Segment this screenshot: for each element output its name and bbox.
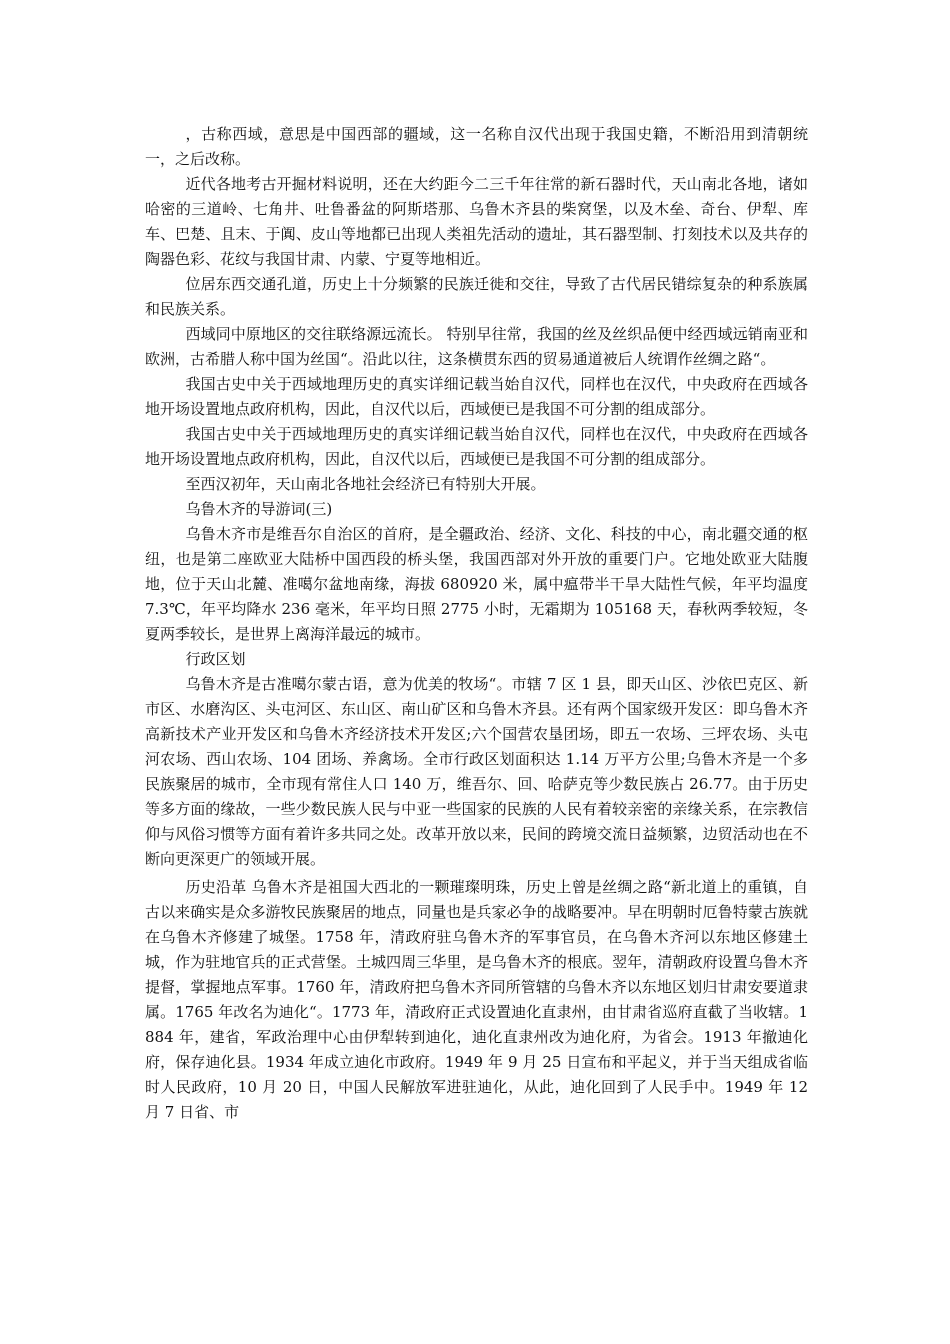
section-heading-guide-3: 乌鲁木齐的导游词(三): [185, 500, 333, 518]
paragraph-silk-road: 西域同中原地区的交往联络源远流长。 特别早往常，我国的丝及丝织品便中经西域远销南亚和欧洲，古希腊人称中国为丝国“。沿此以往，这条横贯东西的贸易通道被后人统谓作丝绸之路“。: [145, 325, 808, 368]
paragraph-archaeology: 近代各地考古开掘材料说明，还在大约距今二三千年往常的新石器时代，天山南北各地，诸如哈密的三道岭、七角井、吐鲁番盆的阿斯塔那、乌鲁木齐县的柴窝堡，以及木垒、奇台、伊犁、库车、巴楚、且末、于阗、皮山等地都已出现人类祖先活动的遗址，其石器型制、打刻技术以及共存的陶器色彩、花纹与我国甘肃、内蒙、宁夏等地相近。: [145, 175, 808, 268]
paragraph-xiyu-name: ，古称西域，意思是中国西部的疆域，这一名称自汉代出现于我国史籍，不断沿用到清朝统一，之后改称。: [145, 125, 808, 168]
paragraph-urumqi-overview: 乌鲁木齐市是维吾尔自治区的首府，是全疆政治、经济、文化、科技的中心，南北疆交通的枢纽，也是第二座欧亚大陆桥中国西段的桥头堡，我国西部对外开放的重要门户。它地处欧亚大陆腹地，位于天山北麓、准噶尔盆地南缘，海拔 680920 米，属中瘟带半干旱大陆性气候，年平均温度 7.3℃，年平均降水 236 毫米，年平均日照 2775 小时，无霜期为 105168 天，春秋两季较短，冬夏两季较长，是世界上离海洋最远的城市。: [145, 525, 808, 643]
paragraph-han-records-2: 我国古史中关于西域地理历史的真实详细记载当始自汉代，同样也在汉代，中央政府在西域各地开场设置地点政府机构，因此，自汉代以后，西域便已是我国不可分割的组成部分。: [145, 425, 808, 468]
document-page: [145, 122, 808, 1125]
paragraph-history: 历史沿革 乌鲁木齐是祖国大西北的一颗璀璨明珠，历史上曾是丝绸之路“新北道上的重镇，自古以来确实是众多游牧民族聚居的地点，同量也是兵家必争的战略要冲。早在明朝时厄鲁特蒙古族就在乌鲁木齐修建了城堡。1758 年，清政府驻乌鲁木齐的军事官员，在乌鲁木齐河以东地区修建土城，作为驻地官兵的正式营堡。土城四周三华里，是乌鲁木齐的根底。翌年，清朝政府设置乌鲁木齐提督，掌握地点军事。1760 年，清政府把乌鲁木齐同所管辖的乌鲁木齐以东地区划归甘肃安要道隶属。1765 年改名为迪化“。1773 年，清政府正式设置迪化直隶州，由甘肃省巡府直截了当收辖。1884 年，建省，军政治理中心由伊犁转到迪化，迪化直隶州改为迪化府，为省会。1913 年撤迪化府，保存迪化县。1934 年成立迪化市政府。1949 年 9 月 25 日宣布和平起义，并于当天组成省临时人民政府，10 月 20 日，中国人民解放军进驻迪化，从此，迪化回到了人民手中。1949 年 12 月 7 日省、市: [145, 878, 808, 1121]
paragraph-ethnic-relations: 位居东西交通孔道，历史上十分频繁的民族迁徙和交往，导致了古代居民错综复杂的种系族属和民族关系。: [145, 275, 808, 318]
paragraph-western-han: 至西汉初年，天山南北各地社会经济已有特别大开展。: [185, 475, 546, 493]
paragraph-admin-division: 乌鲁木齐是古准噶尔蒙古语，意为优美的牧场“。市辖 7 区 1 县，即天山区、沙依巴克区、新市区、水磨沟区、头屯河区、东山区、南山矿区和乌鲁木齐县。还有两个国家级开发区：即乌鲁木齐高新技术产业开发区和乌鲁木齐经济技术开发区;六个国营农垦团场，即五一农场、三坪农场、头屯河农场、西山农场、104 团场、养禽场。全市行政区划面积达 1.14 万平方公里;乌鲁木齐是一个多民族聚居的城市，全市现有常住人口 140 万，维吾尔、回、哈萨克等少数民族占 26.77。由于历史等多方面的缘故，一些少数民族人民与中亚一些国家的民族的人民有着较亲密的亲缘关系，在宗教信仰与风俗习惯等方面有着许多共同之处。改革开放以来，民间的跨境交流日益频繁，边贸活动也在不断向更深更广的领域开展。: [145, 675, 808, 868]
section-heading-admin-division: 行政区划: [185, 650, 246, 668]
paragraph-han-records-1: 我国古史中关于西域地理历史的真实详细记载当始自汉代，同样也在汉代，中央政府在西域各地开场设置地点政府机构，因此，自汉代以后，西域便已是我国不可分割的组成部分。: [145, 375, 808, 418]
